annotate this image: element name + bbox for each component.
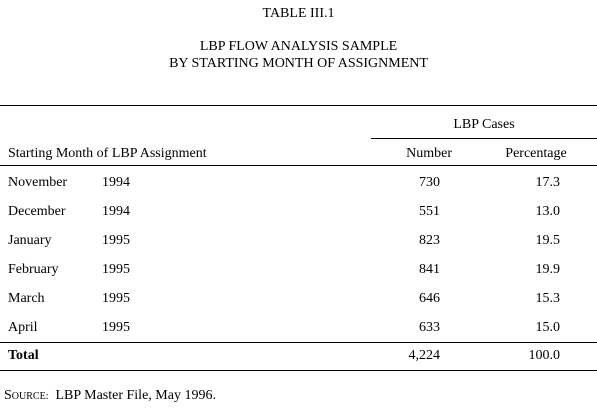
source-label-rest: OURCE: [11, 391, 49, 402]
table-title-line-2: BY STARTING MONTH OF ASSIGNMENT [169, 56, 428, 71]
row-percentage: 19.9 [535, 262, 560, 277]
source-note [4, 388, 216, 405]
bottom-rule [0, 370, 597, 371]
total-label: Total [8, 348, 39, 363]
total-rule [0, 342, 597, 343]
row-year: 1995 [102, 233, 130, 248]
row-number: 646 [419, 291, 440, 306]
source-label-initial: S [4, 388, 12, 403]
row-percentage: 17.3 [535, 175, 560, 190]
row-number: 730 [419, 175, 440, 190]
row-year: 1995 [102, 320, 130, 335]
table-number: TABLE III.1 [262, 6, 335, 21]
row-percentage: 13.0 [535, 204, 560, 219]
row-percentage: 19.5 [535, 233, 560, 248]
row-number: 551 [419, 204, 440, 219]
source-text: LBP Master File, May 1996. [55, 388, 216, 403]
total-percentage: 100.0 [528, 348, 560, 363]
header-rule [0, 165, 597, 166]
row-month: February [8, 262, 59, 277]
total-number: 4,224 [408, 348, 440, 363]
row-year: 1994 [102, 204, 130, 219]
row-number: 841 [419, 262, 440, 277]
row-year: 1995 [102, 291, 130, 306]
stub-header: Starting Month of LBP Assignment [8, 146, 207, 161]
table-title-line-1: LBP FLOW ANALYSIS SAMPLE [199, 39, 398, 54]
group-header-lbp-cases: LBP Cases [453, 117, 515, 132]
row-year: 1994 [102, 175, 130, 190]
row-month: November [8, 175, 68, 190]
row-year: 1995 [102, 262, 130, 277]
row-number: 633 [419, 320, 440, 335]
column-header-percentage: Percentage [505, 146, 567, 161]
column-header-number: Number [406, 146, 452, 161]
group-header-rule [371, 138, 597, 139]
row-month: January [8, 233, 52, 248]
row-month: April [8, 320, 38, 335]
row-number: 823 [419, 233, 440, 248]
row-month: March [8, 291, 45, 306]
row-month: December [8, 204, 66, 219]
row-percentage: 15.3 [535, 291, 560, 306]
top-rule [0, 105, 597, 106]
row-percentage: 15.0 [535, 320, 560, 335]
